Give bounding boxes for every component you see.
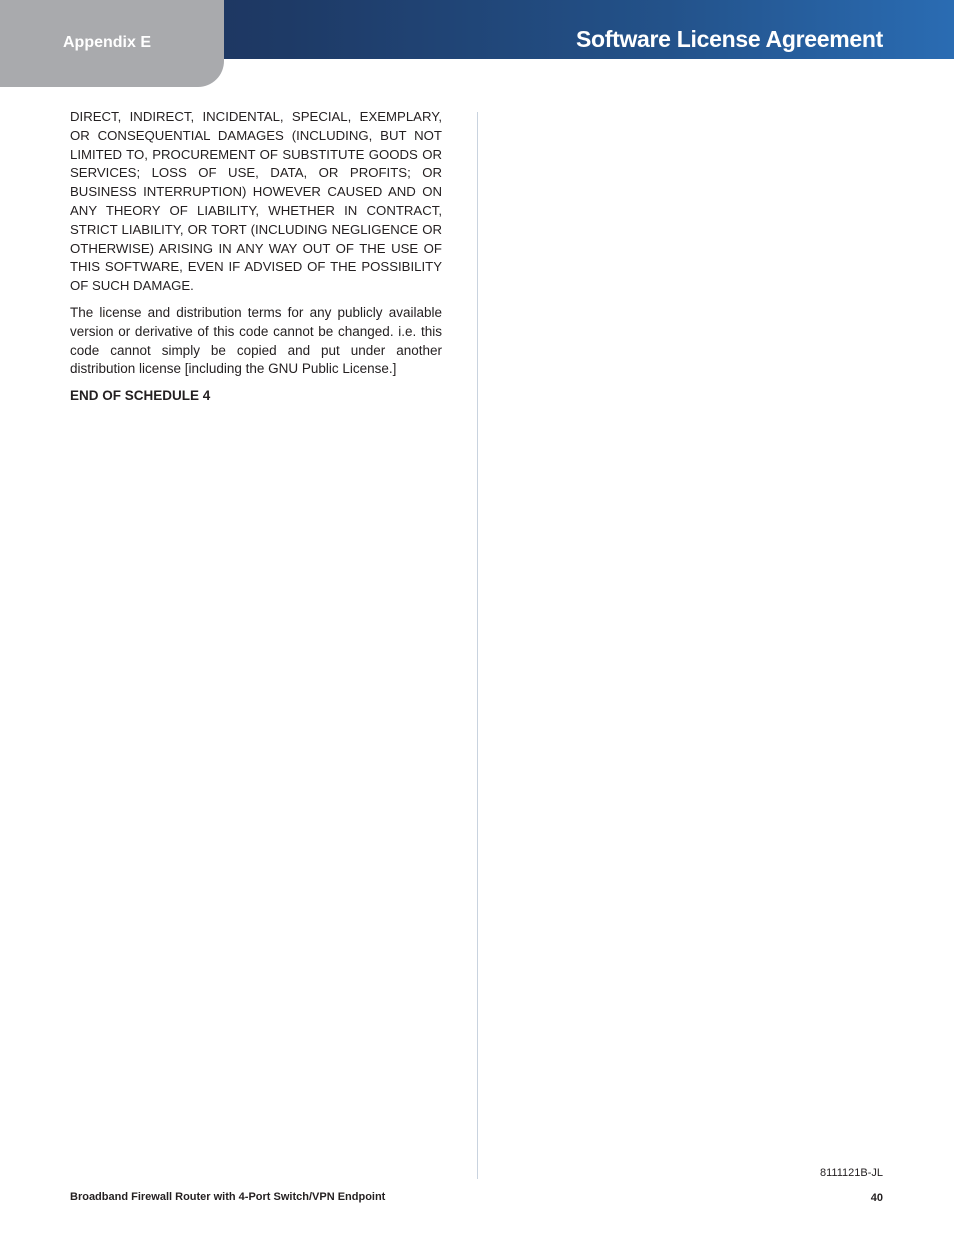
license-terms-paragraph: The license and distribution terms for any publicly available version or derivative of this code cannot be changed. i.e. this code cannot simply be copied and put under another distribution license [including the GNU Public License.] xyxy=(70,304,442,377)
appendix-label: Appendix E xyxy=(63,34,152,51)
license-disclaimer-paragraph: DIRECT, INDIRECT, INCIDENTAL, SPECIAL, EXEMPLARY, OR CONSEQUENTIAL DAMAGES (INCLUDING, BUT NOT LIMITED TO, PROCUREMENT OF SUBSTITUTE GOODS OR SERVICES; LOSS OF USE, DATA, OR PROFITS; OR BUSINESS INTERRUPTION) HOWEVER CAUSED AND ON ANY THEORY OF LIABILITY, WHETHER IN CONTRACT, STRICT LIABILITY, OR TORT (INCLUDING NEGLIGENCE OR OTHERWISE) ARISING IN ANY WAY OUT OF THE USE OF THIS SOFTWARE, EVEN IF ADVISED OF THE POSSIBILITY OF SUCH DAMAGE. xyxy=(70,109,442,294)
page-number: 40 xyxy=(870,1192,883,1204)
page-title: Software License Agreement xyxy=(575,26,883,52)
left-column xyxy=(70,108,442,414)
document-code: 8111121B-JL xyxy=(820,1167,883,1179)
schedule-end-heading: END OF SCHEDULE 4 xyxy=(70,388,211,404)
column-divider xyxy=(477,112,478,1179)
footer-product-name: Broadband Firewall Router with 4-Port Switch/VPN Endpoint xyxy=(70,1191,386,1203)
